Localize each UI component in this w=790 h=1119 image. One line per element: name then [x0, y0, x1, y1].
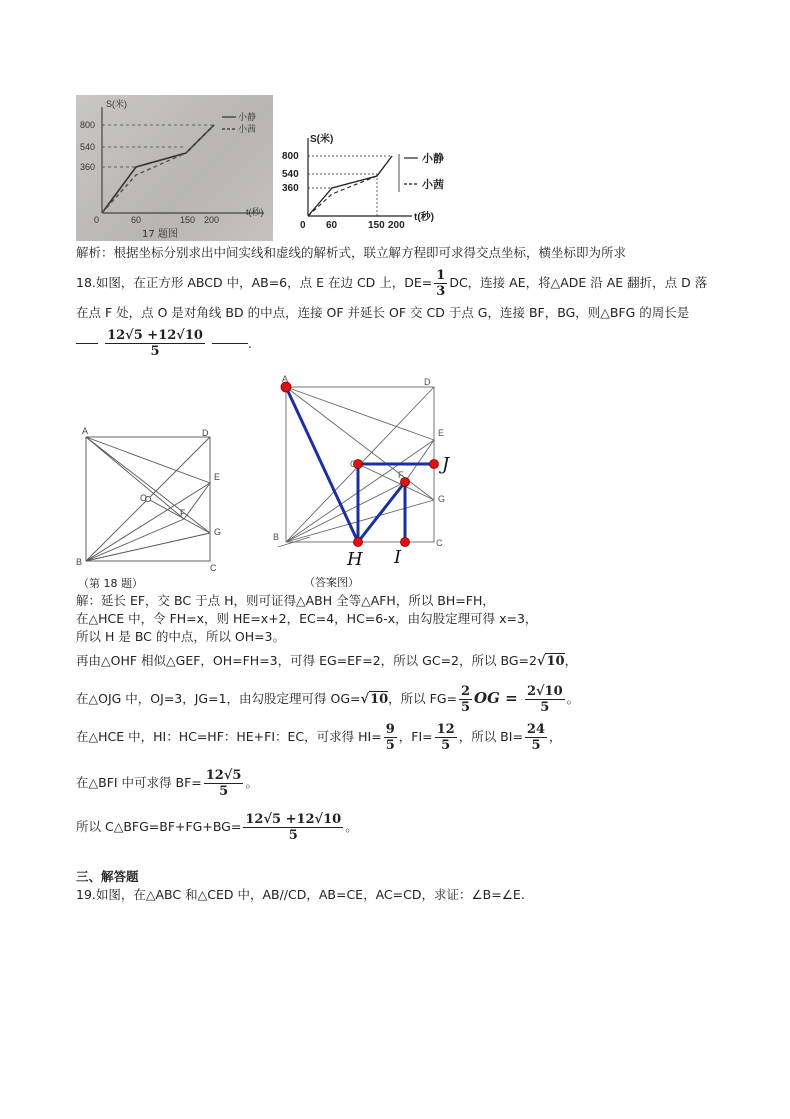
photo-xtick: 200 [204, 215, 220, 225]
l5-frac1 [459, 684, 472, 715]
l4-text: 再由△OHF 相似△GEF，OH=FH=3，可得 EG=EF=2，所以 GC=2，所以 BG=2 [76, 653, 537, 668]
frac-den: 5 [385, 738, 395, 753]
ans-label-c: C [436, 538, 443, 548]
q18-text-b: DC，连接 AE，将△ADE 沿 AE 翻折，点 D 落 [449, 275, 708, 290]
l5-og: OG [474, 689, 500, 707]
fig18-label-f: F [180, 508, 186, 518]
frac-num: 12√5 +12√10 [107, 328, 203, 343]
figure-18-svg [74, 425, 234, 595]
l6-text-c: ，所以 BI= [458, 729, 523, 744]
photo-chart-svg [76, 95, 273, 241]
photo-line-dashed [102, 125, 214, 213]
l5-text-b: ，所以 FG= [388, 691, 457, 706]
fig18-line-bg [86, 533, 210, 561]
ans-point-h [354, 538, 363, 547]
ans-label-a: A [282, 374, 289, 384]
solution-l4: 再由△OHF 相似△GEF，OH=FH=3，可得 EG=EF=2，所以 GC=2，所以 BG=2√10， [76, 653, 578, 669]
l6-frac1 [384, 722, 397, 753]
l8-text: 所以 C△BFG=BF+FG+BG= [76, 819, 242, 834]
fig18-label-b: B [76, 557, 83, 567]
frac-den: 5 [441, 738, 451, 753]
l7-text: 在△BFI 中可求得 BF= [76, 775, 202, 790]
photo-xlabel: t(秒) [246, 207, 264, 217]
ans-caption: （答案图） [304, 576, 359, 589]
frac-num: 2√10 [526, 684, 563, 699]
clean-ytick: 360 [282, 183, 299, 194]
solution-l8: 所以 C△BFG=BF+FG+BG= $\frac{12√5 +12√10}{5}$ 。 [76, 812, 358, 843]
solution-l5: 在△OJG 中，OJ=3，JG=1，由勾股定理可得 OG=√10，所以 FG= $\frac{2}{5}$ OG = $\frac{2√10}{5}$ 。 [76, 684, 580, 715]
photo-ytick: 360 [80, 162, 96, 172]
l5-text-a: 在△OJG 中，OJ=3，JG=1，由勾股定理可得 OG= [76, 691, 361, 706]
frac-num: 12√5 [205, 768, 242, 783]
clean-ylabel: S(米) [310, 134, 334, 145]
fig18-line-fe [184, 483, 210, 519]
frac-den: 5 [540, 700, 550, 715]
ans-label-f: F [398, 470, 404, 480]
q18-answer-fraction [105, 328, 205, 359]
solution-l3: 所以 H 是 BC 的中点，所以 OH=3。 [76, 629, 286, 644]
solution-l2: 在△HCE 中，令 FH=x，则 HE=x+2，EC=4，HC=6-x，由勾股定理可得 x=3， [76, 611, 538, 626]
fig18-line-bf [86, 519, 184, 561]
clean-xtick: 150 [368, 220, 385, 231]
frac-num: 1 [436, 268, 446, 283]
ans-point-j [430, 460, 439, 469]
fig18-line-ag [86, 437, 210, 533]
q19-text: 19.如图，在△ABC 和△CED 中，AB//CD，AB=CE，AC=CD，求证：∠B=∠E. [76, 887, 525, 902]
q18-text-a: 18.如图，在正方形 ABCD 中，AB=6，点 E 在边 CD 上，DE= [76, 275, 433, 290]
solution-l7: 在△BFI 中可求得 BF= $\frac{12√5}{5}$ 。 [76, 768, 258, 799]
clean-xtick: 60 [326, 220, 338, 231]
solution-l6: 在△HCE 中，HI：HC=HF：HE+FI：EC，可求得 HI= $\frac{9}{5}$ ，FI= $\frac{12}{5}$ ，所以 BI= $\frac{24}{5}$ ， [76, 722, 562, 753]
frac-num: 12√5 +12√10 [245, 812, 342, 827]
photo-legend-dashed: 小茜 [238, 125, 257, 135]
clean-line-dashed [308, 156, 392, 216]
photo-xtick: 150 [180, 215, 196, 225]
analysis-17: 解析：根据坐标分别求出中间实线和虚线的解析式，联立解方程即可求得交点坐标，横坐标即为所求 [76, 245, 627, 260]
fig18-label-e: E [214, 472, 221, 482]
figure-18 [74, 425, 234, 595]
frac-den: 3 [436, 284, 446, 299]
clean-xlabel: t(秒) [414, 212, 434, 223]
q18-line2: 在点 F 处，点 O 是对角线 BD 的中点，连接 OF 并延长 OF 交 CD 于点 G，连接 BF，BG，则△BFG 的周长是 [76, 305, 690, 320]
frac-den: 5 [219, 784, 229, 799]
ans-point-i [401, 538, 410, 547]
frac-den: 5 [531, 738, 541, 753]
clean-chart-svg [282, 132, 452, 232]
photo-ylabel: S(米) [106, 99, 127, 109]
q18-answer: $\frac{12√5 +12√10}{5}$ . [76, 328, 252, 359]
frac-num: 12 [436, 722, 455, 737]
l6-text-a: 在△HCE 中，HI：HC=HF：HE+FI：EC，可求得 HI= [76, 729, 382, 744]
ans-label-o: O [350, 459, 358, 469]
ans-label-d: D [424, 377, 431, 387]
photo-xtick: 60 [131, 215, 142, 225]
l8-frac [243, 812, 343, 843]
answer-figure [270, 372, 470, 592]
l7-frac [204, 768, 244, 799]
clean-ytick: 540 [282, 169, 299, 180]
photo-ytick: 0 [94, 215, 100, 225]
l5-radicand: 10 [370, 692, 389, 707]
photo-ytick: 540 [80, 142, 96, 152]
l6-frac3 [525, 722, 547, 753]
frac-den: 5 [288, 828, 298, 843]
frac-num: 2 [461, 684, 471, 699]
clean-legend-solid: 小静 [422, 152, 444, 165]
photo-caption: 17 题图 [142, 229, 178, 240]
ans-label-h: H [347, 549, 363, 570]
frac-num: 9 [385, 722, 395, 737]
photo-ytick: 800 [80, 120, 96, 130]
l5-frac2 [525, 684, 565, 715]
l6-text-b: ，FI= [398, 729, 433, 744]
frac-num: 24 [526, 722, 546, 737]
fig18-caption: （第 18 题） [78, 577, 143, 590]
frac-den: 5 [150, 344, 160, 359]
fig18-line-ae [86, 437, 210, 483]
clean-ytick: 0 [300, 220, 306, 231]
clean-xtick: 200 [388, 220, 405, 231]
photo-legend-solid: 小静 [238, 113, 257, 123]
clean-chart [282, 132, 452, 232]
ans-label-e: E [438, 428, 445, 438]
ans-label-b: B [273, 532, 280, 542]
photo-line-solid [102, 125, 214, 213]
section-3-title: 三、解答题 [76, 869, 139, 884]
q18-line1 [76, 268, 707, 299]
clean-ytick: 800 [282, 151, 299, 162]
fig18-label-a: A [82, 426, 89, 436]
ans-label-i: I [394, 547, 402, 568]
solution-l1: 解：延长 EF，交 BC 于点 H，则可证得△ABH 全等△AFH，所以 BH=FH， [76, 593, 495, 608]
clean-legend-dashed: 小茜 [422, 178, 444, 191]
ans-label-j: J [442, 454, 450, 475]
fig18-label-c: C [210, 563, 217, 573]
answer-figure-svg [270, 372, 470, 592]
l6-frac2 [435, 722, 457, 753]
fig18-label-o: O [140, 493, 148, 503]
l4-radicand: 10 [546, 654, 565, 669]
clean-line-solid [308, 156, 392, 216]
frac-den: 5 [461, 700, 471, 715]
q18-fraction [434, 268, 447, 299]
photo-chart [76, 95, 273, 241]
fig18-label-g: G [214, 527, 222, 537]
ans-label-g: G [438, 494, 446, 504]
fig18-line-be [86, 483, 210, 561]
fig18-label-d: D [202, 428, 209, 438]
